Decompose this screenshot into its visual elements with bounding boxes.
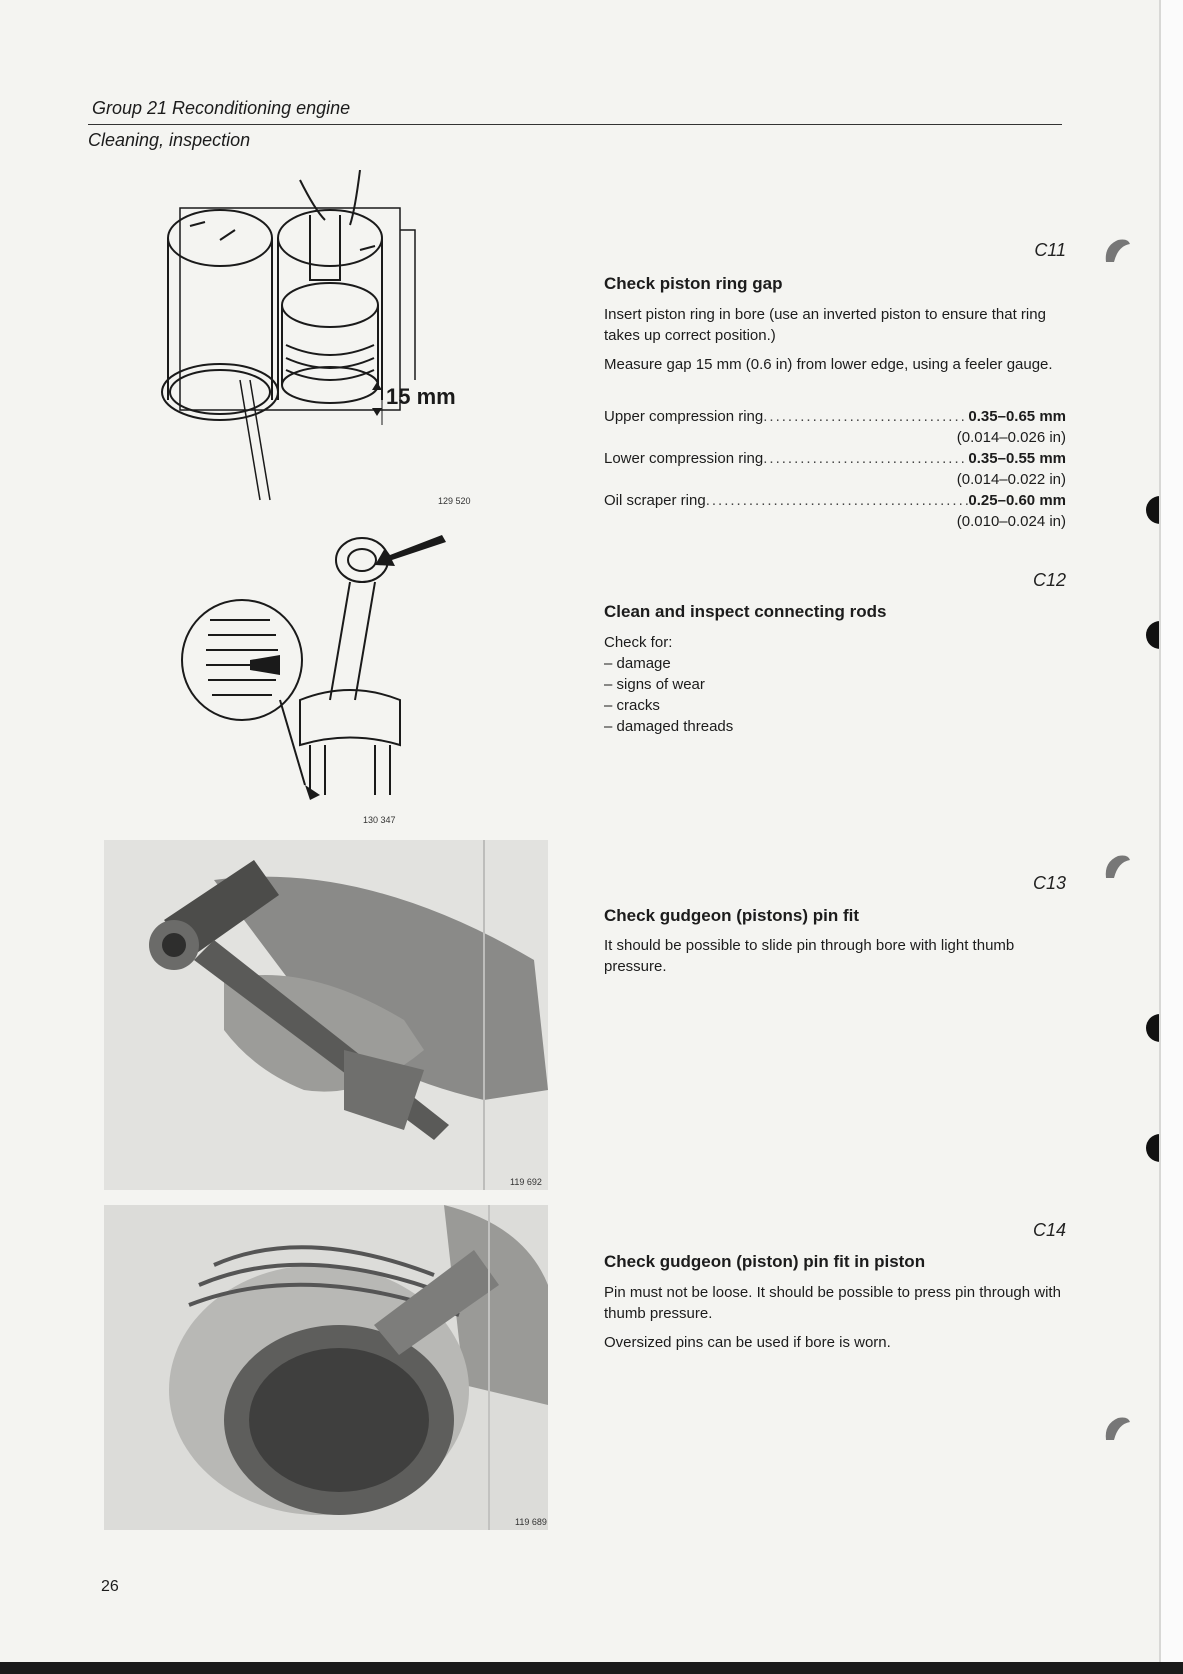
- spec-row: [604, 406, 1066, 427]
- section-heading: Check gudgeon (piston) pin fit in piston: [604, 1252, 926, 1271]
- spec-row: [604, 490, 1066, 511]
- page-edge: [1159, 0, 1183, 1674]
- list-item: – signs of wear: [604, 674, 733, 695]
- figure-number: 119 692: [510, 1177, 542, 1187]
- page-header-subtitle: Cleaning, inspection: [88, 130, 251, 150]
- list-item: – damage: [604, 653, 733, 674]
- spec-label: Oil scraper ring: [604, 492, 706, 509]
- spec-row: [604, 448, 1066, 469]
- spec-alt-value: (0.014–0.026 in): [956, 429, 1066, 446]
- section-heading: Clean and inspect connecting rods: [604, 602, 887, 621]
- scan-border: [0, 1662, 1183, 1674]
- figure-number: 119 689: [515, 1517, 547, 1527]
- section-code: C13: [1032, 873, 1066, 893]
- section-paragraph: It should be possible to slide pin through bore with light thumb pressure.: [604, 937, 1015, 975]
- section-paragraph: Oversized pins can be used if bore is worn.: [604, 1334, 891, 1351]
- section-code: C11: [1034, 240, 1066, 260]
- binder-hole-icon: [1098, 232, 1134, 268]
- piston-pin-photo: [104, 1205, 548, 1530]
- page-number: 26: [101, 1578, 119, 1595]
- section-paragraph: Pin must not be loose. It should be possible to press pin through with thumb pressure.: [604, 1284, 1061, 1322]
- gap-measure-callout: 15 mm: [386, 384, 456, 409]
- spec-value: 0.25–0.60 mm: [968, 492, 1066, 509]
- list-item: – damaged threads: [604, 716, 733, 737]
- spec-label: Upper compression ring: [604, 408, 764, 425]
- section-c11: [604, 240, 1066, 540]
- section-c14: [604, 1220, 1066, 1360]
- section-code: C14: [1032, 1220, 1066, 1240]
- figure-number: 129 520: [438, 496, 471, 506]
- spec-alt-value: (0.014–0.022 in): [956, 471, 1066, 488]
- section-c12: [604, 570, 1066, 750]
- section-paragraph: Insert piston ring in bore (use an inverted piston to ensure that ring takes up correct position.): [604, 306, 1046, 344]
- leader-dots: [706, 490, 969, 511]
- gudgeon-pin-photo: [104, 840, 548, 1190]
- list-intro: Check for:: [604, 634, 673, 651]
- connecting-rod-illustration: [180, 530, 460, 830]
- piston-ring-gap-illustration: [150, 170, 490, 520]
- list-item: – cracks: [604, 695, 733, 716]
- spec-table: [604, 406, 1066, 532]
- spec-label: Lower compression ring: [604, 450, 764, 467]
- figure-number: 130 347: [363, 815, 396, 825]
- spec-value: 0.35–0.55 mm: [968, 450, 1066, 467]
- section-code: C12: [1032, 570, 1066, 590]
- page-header-title: Group 21 Reconditioning engine: [92, 98, 351, 118]
- header-rule: [88, 124, 1062, 125]
- spec-value: 0.35–0.65 mm: [968, 408, 1066, 425]
- section-heading: Check piston ring gap: [604, 274, 783, 293]
- binder-hole-icon: [1098, 1410, 1134, 1446]
- section-c13: [604, 873, 1066, 983]
- section-heading: Check gudgeon (pistons) pin fit: [604, 906, 859, 925]
- section-paragraph: Measure gap 15 mm (0.6 in) from lower edge, using a feeler gauge.: [604, 356, 1053, 373]
- leader-dots: [763, 448, 968, 469]
- leader-dots: [763, 406, 968, 427]
- binder-hole-icon: [1098, 848, 1134, 884]
- check-list: [604, 632, 733, 737]
- spec-alt-value: (0.010–0.024 in): [956, 513, 1066, 530]
